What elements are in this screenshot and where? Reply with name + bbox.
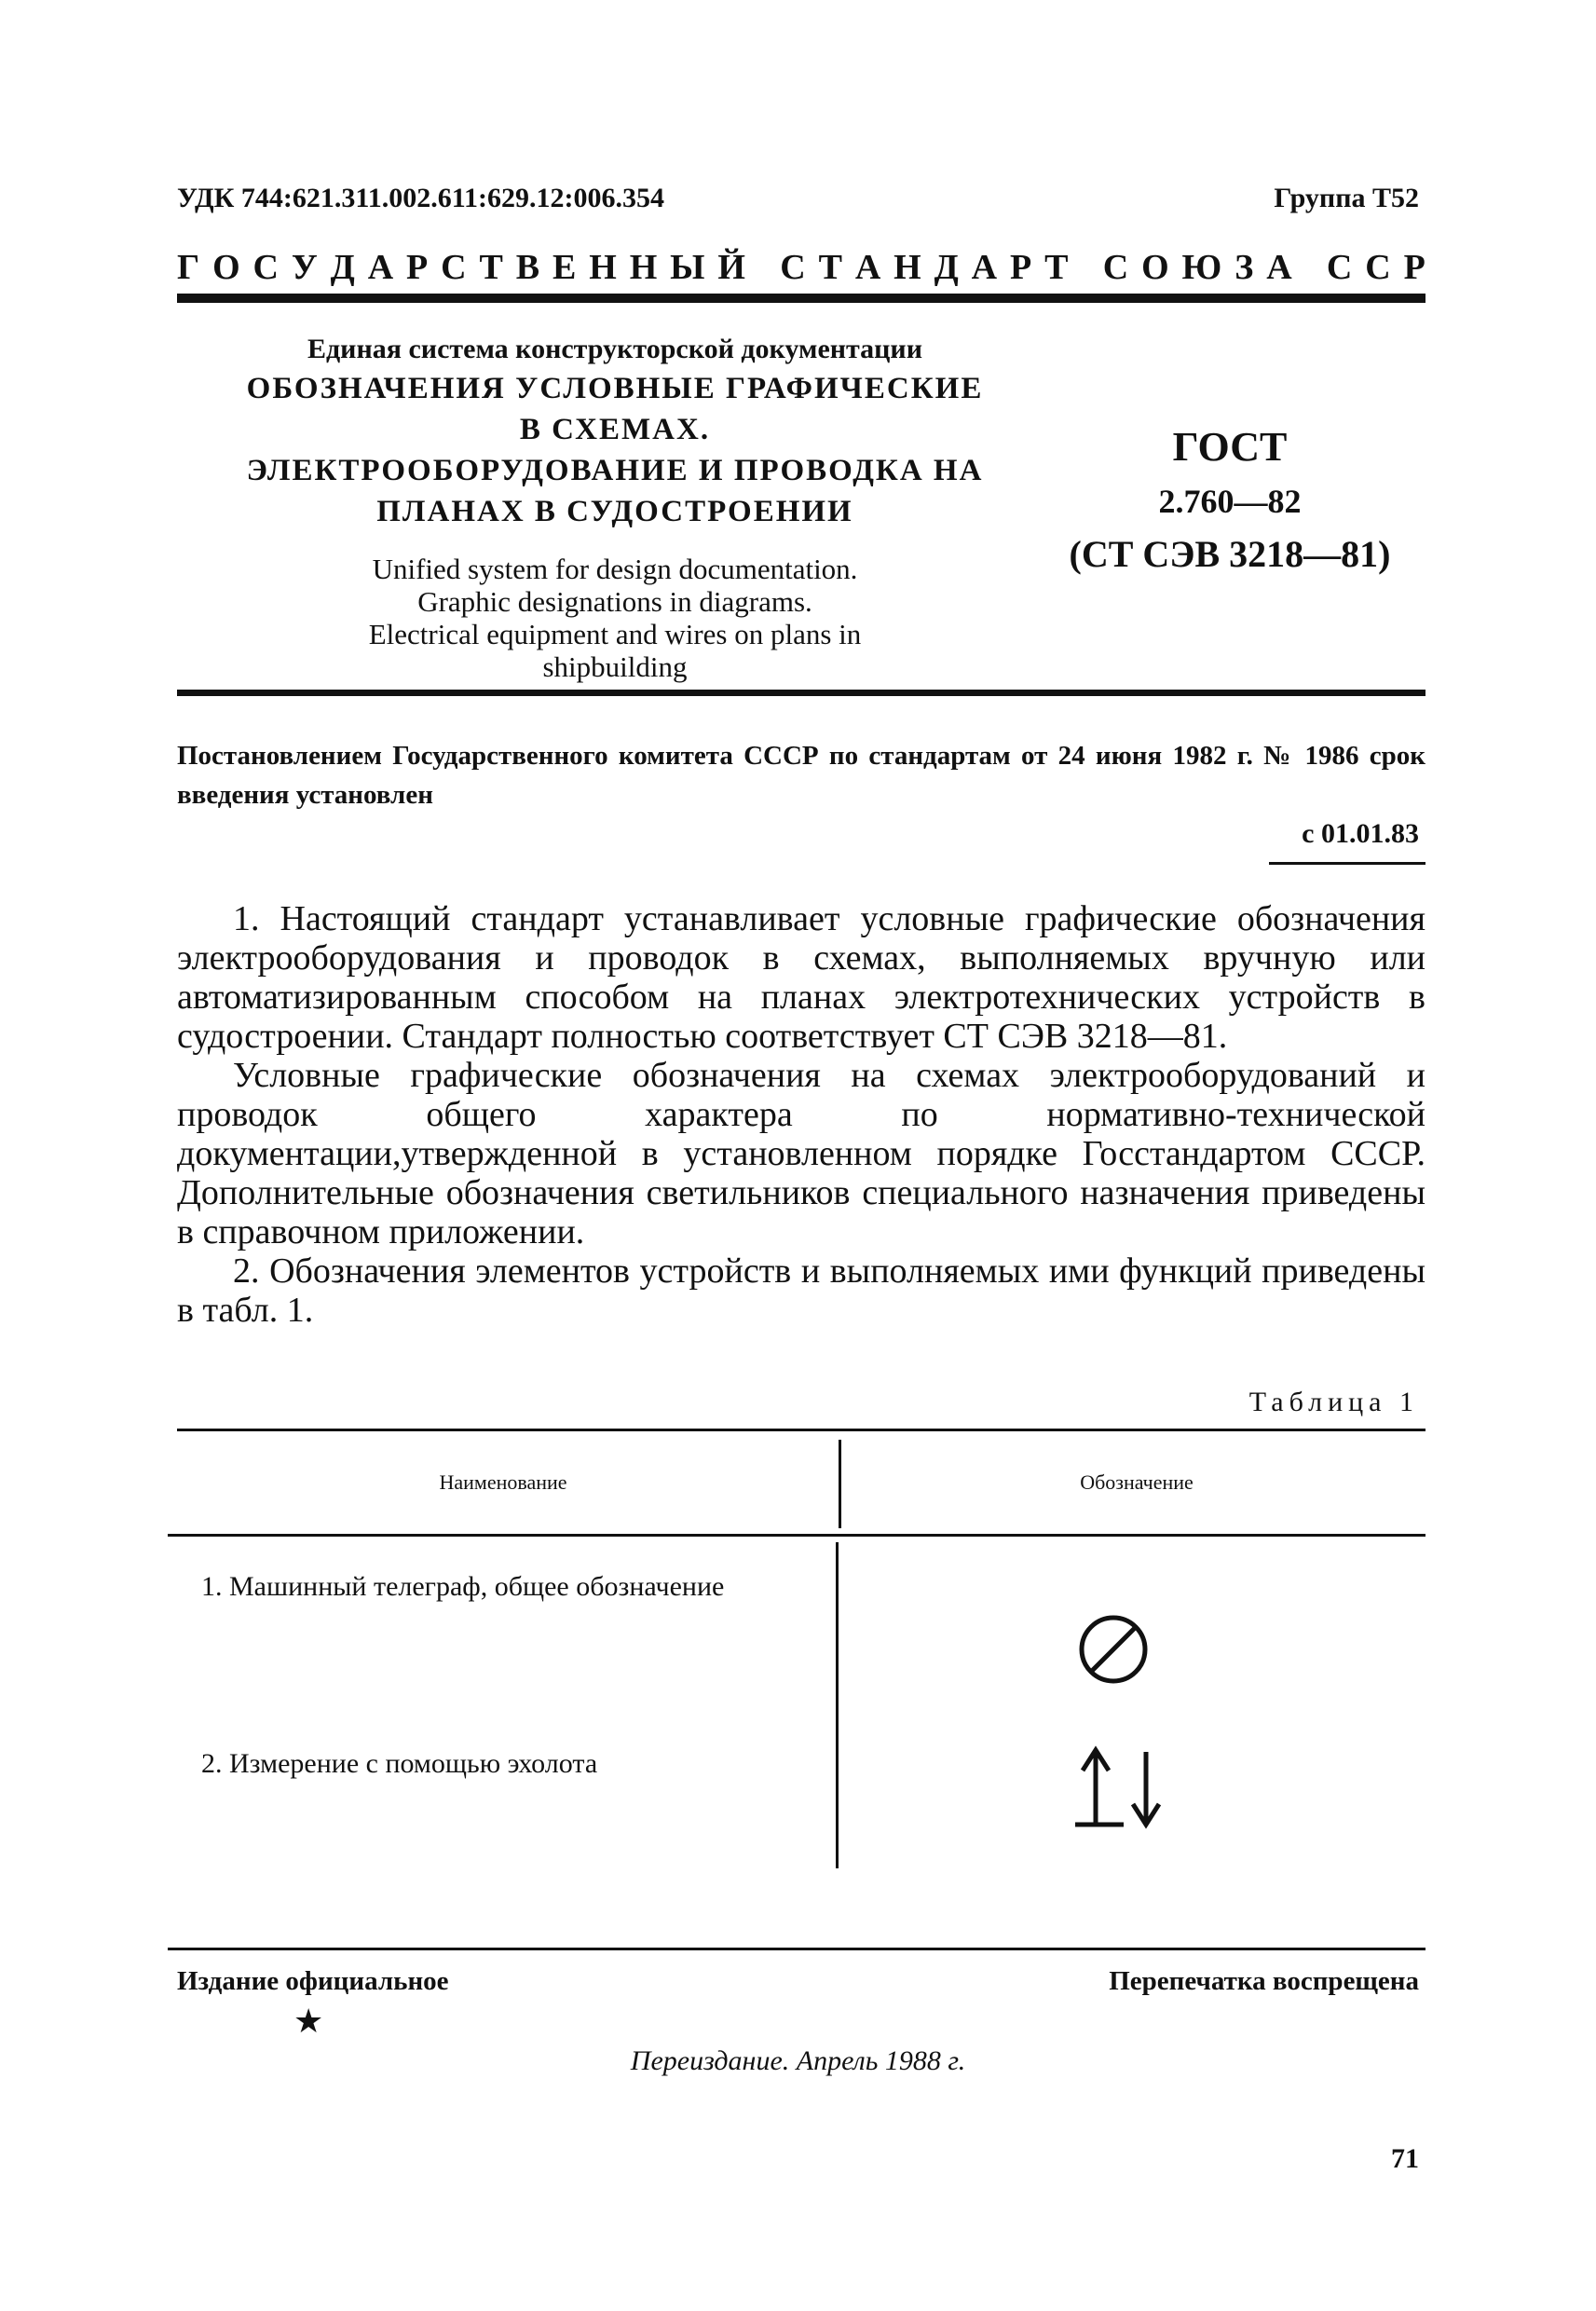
- heading-char: Н: [589, 248, 617, 287]
- heading-char: Р: [1010, 248, 1032, 287]
- paragraph-3: 2. Обозначения элементов устройств и выполняемых ими функций приведены в табл. 1.: [177, 1251, 1425, 1330]
- heading-char: Г: [177, 248, 200, 287]
- heading-char: Р: [1403, 248, 1425, 287]
- machine-telegraph-symbol-icon: [1076, 1612, 1151, 1691]
- table-top-rule: [177, 1429, 1425, 1431]
- group-code: Группа Т52: [1274, 183, 1419, 213]
- heading-char: О: [212, 248, 240, 287]
- heading-char: Д: [934, 248, 959, 287]
- heading-char: [1081, 247, 1090, 288]
- heading-char: С: [1102, 248, 1129, 287]
- title-line-2: В СХЕМАХ.: [519, 413, 711, 446]
- row-1-name: 1. Машинный телеграф, общее обозначение: [201, 1571, 725, 1602]
- decree-text: Постановлением Государственного комитета СССР по стандартам от 24 июня 1982 г. № 1986 срок введения установлен: [177, 741, 1425, 810]
- title-line-3: ЭЛЕКТРООБОРУДОВАНИЕ И ПРОВОДКА НА: [246, 454, 984, 487]
- paragraph-2: Условные графические обозначения на схемах электрооборудований и проводок общего характера по нормативно-технической документации,утвержденной в установленном порядке Госстандартом СССР. Дополнительные обозначения светильников специального назначения приведены в справочном приложении.: [177, 1056, 1425, 1251]
- heading-char: Ы: [670, 248, 705, 287]
- reprint-prohibited-label: Перепечатка воспрещена: [1109, 1966, 1419, 1996]
- english-title: [214, 553, 1016, 683]
- effective-date: с 01.01.83: [1302, 818, 1419, 849]
- page-number: 71: [1391, 2143, 1419, 2174]
- title-block: [214, 331, 1016, 683]
- heading-char: [1305, 247, 1315, 288]
- heading-char: Р: [406, 248, 429, 287]
- table-caption: Таблица 1: [1248, 1387, 1419, 1417]
- heading-char: С: [252, 248, 279, 287]
- echo-sounder-symbol-icon: [1070, 1741, 1172, 1839]
- heading-char: Е: [552, 248, 577, 287]
- english-title-line-1: Unified system for design documentation.: [372, 553, 858, 585]
- heading-char: [758, 247, 768, 288]
- header-name: Наименование: [439, 1470, 567, 1494]
- effective-date-underline: [1269, 862, 1425, 865]
- title-line-4: ПЛАНАХ В СУДОСТРОЕНИИ: [376, 495, 853, 528]
- paragraph-1: 1. Настоящий стандарт устанавливает условные графические обозначения электрооборудования и проводок в схемах, выполняемых вручную или автоматизированным способом на планах электротехнических устройств в судостроении. Стандарт полностью соответствует СТ СЭВ 3218—81.: [177, 899, 1425, 1056]
- heading-char: О: [1141, 248, 1169, 287]
- udk-code: УДК 744:621.311.002.611:629.12:006.354: [177, 183, 665, 213]
- official-edition-label: Издание официальное: [177, 1966, 449, 1996]
- heading-char: Й: [717, 248, 745, 287]
- reissue-note: Переиздание. Апрель 1988 г.: [630, 2045, 966, 2076]
- header-symbol: Обозначение: [1080, 1470, 1194, 1494]
- table-header-divider: [839, 1440, 841, 1528]
- heading-char: А: [367, 248, 394, 287]
- heading-char: У: [291, 248, 318, 287]
- heading-char: А: [971, 248, 998, 287]
- heading-char: Т: [1044, 248, 1069, 287]
- heading-char: А: [854, 248, 881, 287]
- footer-rule: [168, 1948, 1425, 1950]
- heading-char: Н: [629, 248, 658, 287]
- body-text: [177, 899, 1425, 1330]
- gost-number: 2.760—82: [1158, 483, 1302, 520]
- row-2-name: 2. Измерение с помощью эхолота: [201, 1748, 598, 1779]
- heading-char: С: [1365, 248, 1391, 287]
- title-bottom-rule: [177, 690, 1425, 696]
- heading-char: С: [441, 248, 467, 287]
- heading-char: С: [1326, 248, 1353, 287]
- gost-sev-number: (СТ СЭВ 3218—81): [1069, 533, 1391, 575]
- table-body-divider: [836, 1542, 839, 1868]
- header-thick-rule: [177, 294, 1425, 303]
- heading-char: Т: [818, 248, 842, 287]
- heading-char: Н: [893, 248, 921, 287]
- gost-designation: [1030, 419, 1430, 581]
- table-header-bottom-rule: [168, 1534, 1425, 1537]
- english-title-line-2: Graphic designations in diagrams.: [417, 585, 812, 618]
- heading-char: Ю: [1181, 248, 1222, 287]
- heading-char: В: [515, 248, 540, 287]
- heading-char: Д: [330, 248, 355, 287]
- title-line-1: ОБОЗНАЧЕНИЯ УСЛОВНЫЕ ГРАФИЧЕСКИЕ: [246, 372, 984, 405]
- english-title-line-4: shipbuilding: [542, 650, 688, 683]
- heading-char: С: [780, 248, 806, 287]
- state-standard-heading: [177, 247, 1425, 288]
- heading-char: А: [1266, 248, 1292, 287]
- heading-char: З: [1235, 248, 1254, 287]
- system-name: Единая система конструкторской документации: [307, 334, 922, 364]
- english-title-line-3: Electrical equipment and wires on plans in: [368, 618, 862, 650]
- star-icon: ★: [293, 2003, 324, 2040]
- gost-label: ГОСТ: [1172, 424, 1288, 470]
- heading-char: Т: [479, 248, 503, 287]
